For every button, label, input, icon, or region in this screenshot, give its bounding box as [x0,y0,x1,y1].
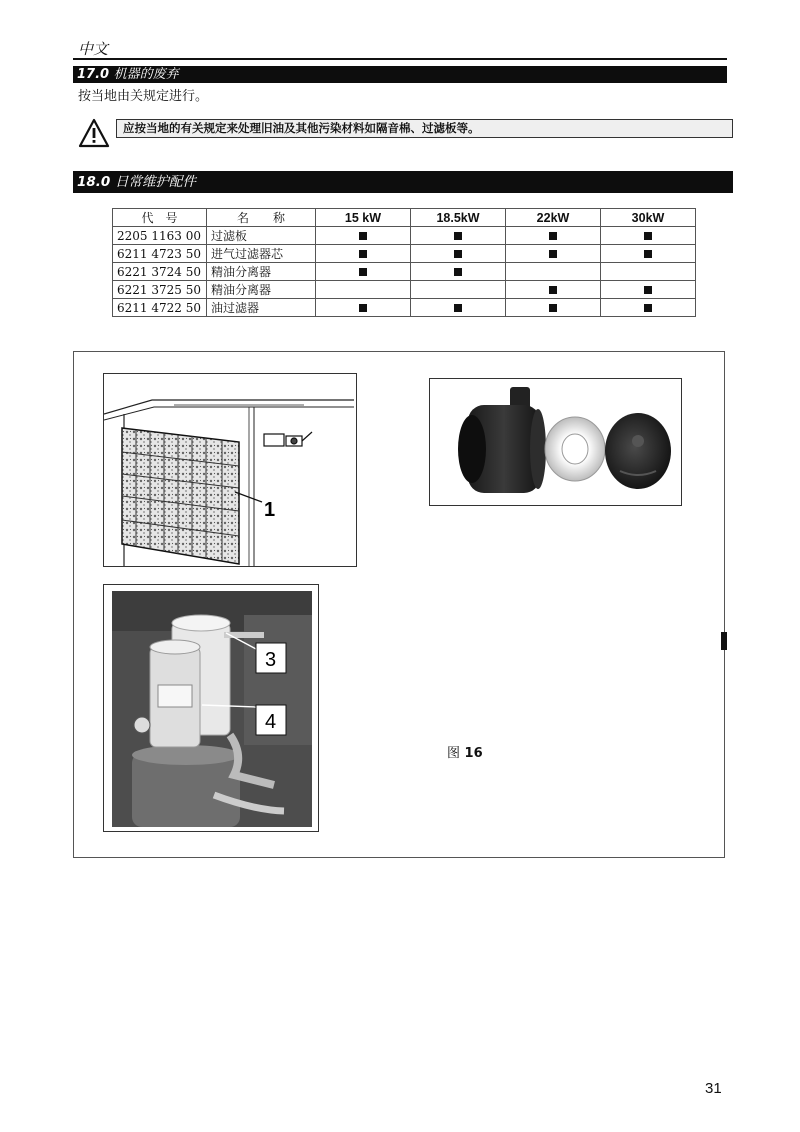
applicability-cell [506,281,601,299]
figure-caption-prefix: 图 [447,746,461,761]
applicability-cell [411,281,506,299]
part-name: 精油分离器 [207,263,316,281]
applicable-mark-icon [359,250,367,258]
part-code: 6211 4722 50 [113,299,207,317]
applicability-cell [411,299,506,317]
part-name: 精油分离器 [207,281,316,299]
callout-1: 1 [264,499,276,521]
part-code: 6211 4723 50 [113,245,207,263]
part-code: 6221 3724 50 [113,263,207,281]
top-rule [73,58,727,60]
applicable-mark-icon [454,304,462,312]
header-22kw: 22kW [506,209,601,227]
header-15kw: 15 kW [316,209,411,227]
applicability-cell [411,245,506,263]
part-code: 2205 1163 00 [113,227,207,245]
applicable-mark-icon [359,304,367,312]
applicable-mark-icon [644,286,652,294]
part-name: 过滤板 [207,227,316,245]
applicable-mark-icon [454,232,462,240]
applicability-cell [411,263,506,281]
applicable-mark-icon [549,304,557,312]
parts-table [112,208,696,317]
applicable-mark-icon [549,286,557,294]
page-number: 31 [705,1080,722,1097]
applicable-mark-icon [454,250,462,258]
section-17-title: 机器的废弃 [113,67,179,82]
section-17-body: 按当地由关规定进行。 [78,89,209,104]
applicable-mark-icon [644,304,652,312]
air-filter-parts-photo [429,378,682,506]
section-18-number: 18.0 [77,174,111,190]
applicable-mark-icon [549,250,557,258]
table-row [113,227,696,245]
applicability-cell [316,245,411,263]
applicability-cell [506,245,601,263]
applicability-cell [601,263,696,281]
section-18-heading [73,171,733,193]
applicability-cell [506,299,601,317]
header-18-5kw: 18.5kW [411,209,506,227]
page-edge-tab [721,632,727,650]
applicability-cell [506,227,601,245]
table-row [113,281,696,299]
language-label: 中文 [78,40,109,58]
warning-text: 应按当地的有关规定来处理旧油及其他污染材料如隔音棉、过滤板等。 [116,119,733,138]
callout-3: 3 [265,649,277,671]
applicability-cell [411,227,506,245]
part-code: 6221 3725 50 [113,281,207,299]
applicability-cell [601,245,696,263]
section-18-title: 日常维护配件 [115,174,197,190]
oil-filter-separator-photo [103,584,319,832]
warning-triangle-icon [78,118,110,148]
table-row [113,263,696,281]
applicability-cell [316,281,411,299]
section-17-heading [73,66,727,83]
section-17-number: 17.0 [77,67,110,82]
part-name: 油过滤器 [207,299,316,317]
applicability-cell [601,299,696,317]
figure-caption-number: 16 [464,746,483,761]
part-name: 进气过滤器芯 [207,245,316,263]
callout-4: 4 [265,711,277,733]
table-row [113,299,696,317]
applicable-mark-icon [359,232,367,240]
applicability-cell [601,227,696,245]
applicable-mark-icon [549,232,557,240]
table-row [113,245,696,263]
parts-table-header [113,209,696,227]
header-code: 代 号 [113,209,207,227]
applicability-cell [316,299,411,317]
applicable-mark-icon [454,268,462,276]
figure-caption [447,742,483,761]
applicable-mark-icon [644,232,652,240]
applicable-mark-icon [644,250,652,258]
applicability-cell [316,227,411,245]
applicability-cell [316,263,411,281]
applicable-mark-icon [359,268,367,276]
applicability-cell [601,281,696,299]
filter-panel-illustration [103,373,357,567]
header-30kw: 30kW [601,209,696,227]
applicability-cell [506,263,601,281]
header-name: 名 称 [207,209,316,227]
